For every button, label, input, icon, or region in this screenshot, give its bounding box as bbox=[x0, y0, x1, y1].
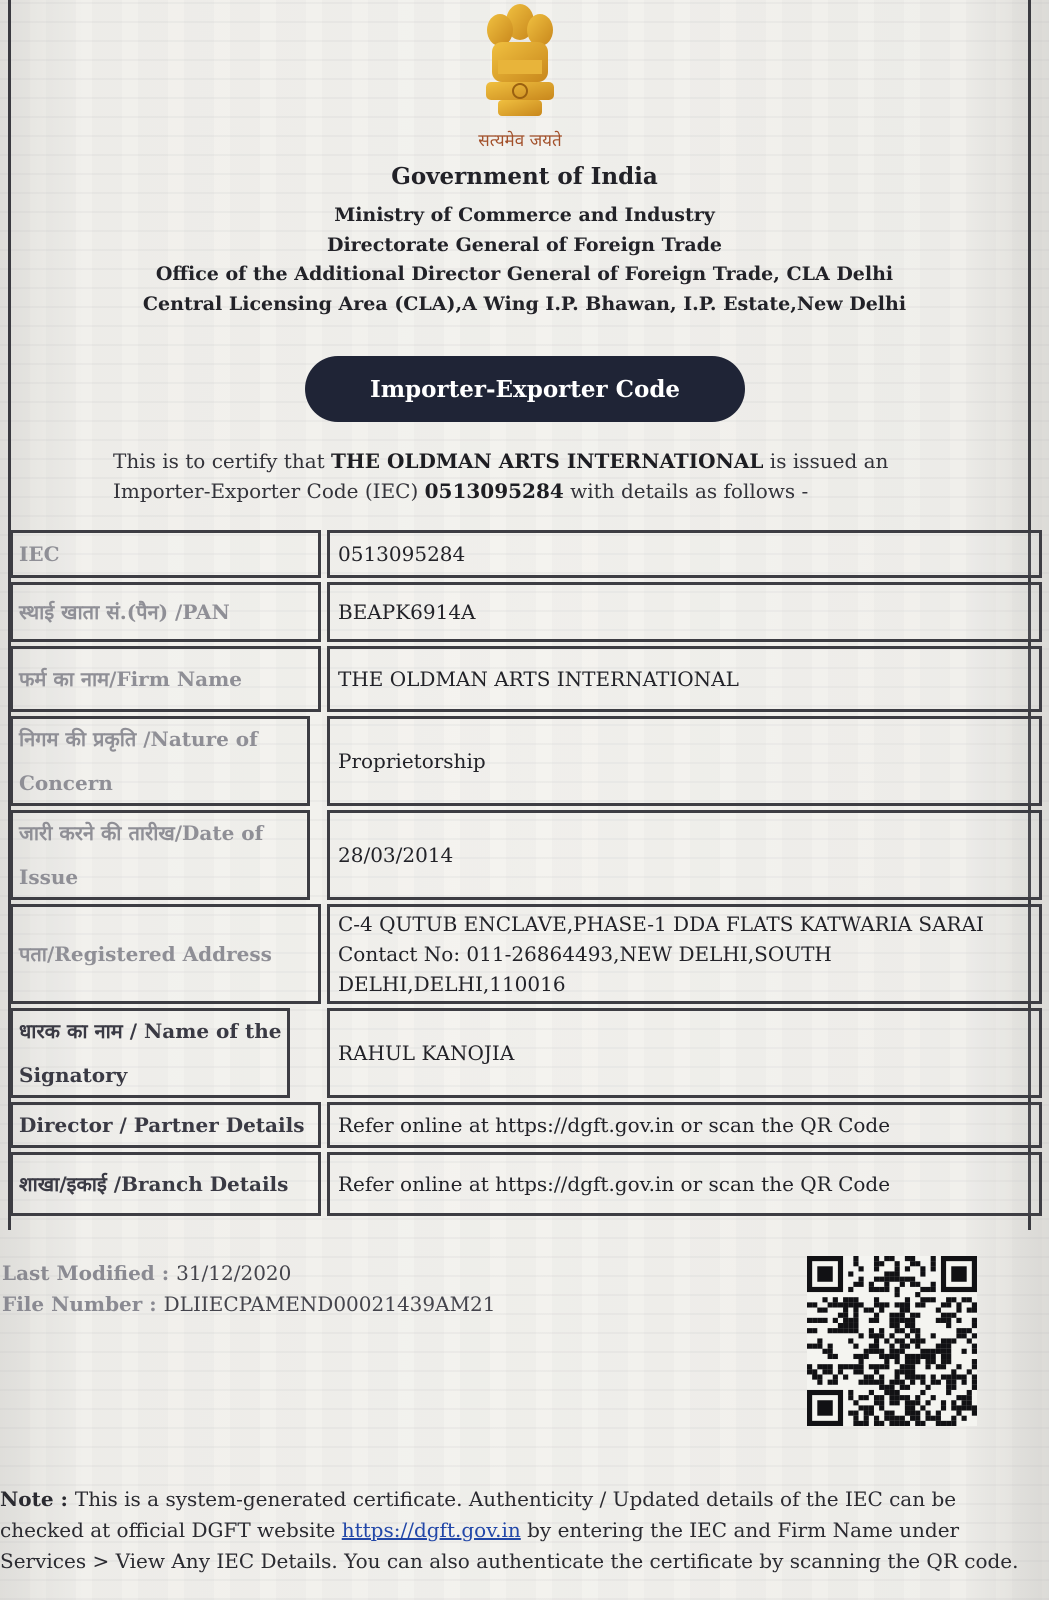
table-row bbox=[10, 646, 1042, 712]
note-paragraph bbox=[0, 1484, 1040, 1577]
last-modified-label: Last Modified : bbox=[2, 1261, 177, 1285]
row-value: C-4 QUTUB ENCLAVE,PHASE-1 DDA FLATS KATWARIA SARAI Contact No: 011-26864493,NEW DELHI,SOUTH DELHI,DELHI,110016 bbox=[327, 904, 1042, 1004]
intro-firm-name: THE OLDMAN ARTS INTERNATIONAL bbox=[331, 449, 764, 473]
certificate-title: Importer-Exporter Code bbox=[305, 356, 745, 422]
row-value: Refer online at https://dgft.gov.in or scan the QR Code bbox=[327, 1152, 1042, 1216]
note-text: by entering the IEC and Firm Name under Services > View Any IEC Details. You can also authenticate the certificate by scanning the QR code. bbox=[0, 1518, 1019, 1573]
intro-text: with details as follows - bbox=[563, 479, 809, 503]
emblem-motto: सत्यमेव जयते bbox=[478, 131, 562, 151]
note-text: This is a system-generated certificate. Authenticity / Updated details of the IEC can be checked at official DGFT website bbox=[0, 1487, 957, 1542]
intro-line-2 bbox=[113, 479, 808, 503]
file-number bbox=[2, 1292, 496, 1316]
intro-text: This is to certify that bbox=[113, 449, 332, 473]
row-value: Refer online at https://dgft.gov.in or scan the QR Code bbox=[327, 1102, 1042, 1148]
row-label: Director / Partner Details bbox=[10, 1102, 321, 1148]
intro-text: is issued an bbox=[763, 449, 889, 473]
row-value: Proprietorship bbox=[327, 716, 1042, 806]
table-row bbox=[10, 1152, 1042, 1216]
file-number-value: DLIIECPAMEND00021439AM21 bbox=[163, 1292, 496, 1316]
table-row bbox=[10, 716, 1042, 806]
header-government: Government of India bbox=[391, 163, 658, 190]
row-label: फर्म का नाम/Firm Name bbox=[10, 646, 321, 712]
header-address: Central Licensing Area (CLA),A Wing I.P. Bhawan, I.P. Estate,New Delhi bbox=[142, 293, 907, 315]
last-modified bbox=[2, 1261, 291, 1285]
intro-text: Importer-Exporter Code (IEC) bbox=[113, 479, 425, 503]
intro-iec-code: 0513095284 bbox=[424, 479, 564, 503]
header-office: Office of the Additional Director General of Foreign Trade, CLA Delhi bbox=[155, 263, 894, 285]
row-label: पता/Registered Address bbox=[10, 904, 321, 1004]
row-label: धारक का नाम / Name of the Signatory bbox=[10, 1008, 290, 1098]
last-modified-value: 31/12/2020 bbox=[176, 1261, 292, 1285]
note-label: Note : bbox=[0, 1487, 75, 1511]
row-label: IEC bbox=[10, 530, 321, 578]
row-label: निगम की प्रकृति /Nature of Concern bbox=[10, 716, 310, 806]
national-emblem-icon bbox=[470, 0, 570, 130]
dgft-website-link[interactable]: https://dgft.gov.in bbox=[341, 1518, 521, 1542]
row-label: जारी करने की तारीख/Date of Issue bbox=[10, 810, 310, 900]
row-value: THE OLDMAN ARTS INTERNATIONAL bbox=[327, 646, 1042, 712]
table-row bbox=[10, 530, 1042, 578]
header-directorate: Directorate General of Foreign Trade bbox=[326, 234, 723, 256]
table-row bbox=[10, 810, 1042, 900]
header-ministry: Ministry of Commerce and Industry bbox=[334, 204, 715, 226]
row-label: शाखा/इकाई /Branch Details bbox=[10, 1152, 321, 1216]
table-row bbox=[10, 1102, 1042, 1148]
row-value: 28/03/2014 bbox=[327, 810, 1042, 900]
table-row bbox=[10, 582, 1042, 642]
file-number-label: File Number : bbox=[2, 1292, 164, 1316]
row-value: RAHUL KANOJIA bbox=[327, 1008, 1042, 1098]
row-label: स्थाई खाता सं.(पैन) /PAN bbox=[10, 582, 321, 642]
intro-line-1 bbox=[113, 449, 888, 473]
row-value: 0513095284 bbox=[327, 530, 1042, 578]
table-row bbox=[10, 904, 1042, 1004]
qr-code-icon[interactable] bbox=[807, 1256, 977, 1426]
row-value: BEAPK6914A bbox=[327, 582, 1042, 642]
table-row bbox=[10, 1008, 1042, 1098]
